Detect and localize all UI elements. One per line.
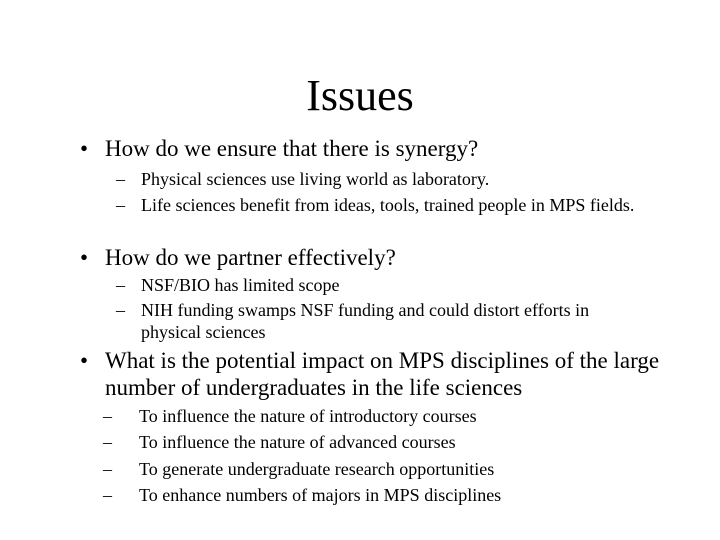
sub-bullet-text: NIH funding swamps NSF funding and could distort efforts in physical sciences — [141, 300, 590, 342]
sub-bullet-marker: – — [103, 432, 112, 452]
sub-bullet-marker: – — [116, 275, 125, 295]
sub-bullet-marker: – — [103, 459, 112, 479]
sub-bullet-marker: – — [103, 485, 112, 505]
sub-bullet-text: Physical sciences use living world as laboratory. — [141, 169, 490, 189]
sub-bullet-marker: – — [116, 300, 125, 320]
bullet-text: How do we partner effectively? — [105, 245, 396, 270]
sub-bullet-text: To influence the nature of advanced courses — [139, 432, 456, 452]
slide-title: Issues — [306, 71, 414, 120]
sub-bullet-text: To generate undergraduate research opportunities — [139, 459, 495, 479]
sub-bullet-text: NSF/BIO has limited scope — [141, 275, 340, 295]
sub-bullet-text: To enhance numbers of majors in MPS disciplines — [139, 485, 502, 505]
sub-bullet-text: Life sciences benefit from ideas, tools, trained people in MPS fields. — [141, 195, 635, 215]
bullet-marker: • — [80, 348, 89, 373]
bullet-marker: • — [80, 245, 89, 270]
sub-bullet-marker: – — [116, 195, 125, 215]
bullet-text: How do we ensure that there is synergy? — [105, 136, 479, 161]
sub-bullet-marker: – — [116, 169, 125, 189]
bullet-marker: • — [80, 136, 89, 161]
sub-bullet-text: To influence the nature of introductory courses — [139, 406, 477, 426]
bullet-text: What is the potential impact on MPS disciplines of the large number of undergraduates in the life sciences — [105, 348, 660, 400]
sub-bullet-marker: – — [103, 406, 112, 426]
